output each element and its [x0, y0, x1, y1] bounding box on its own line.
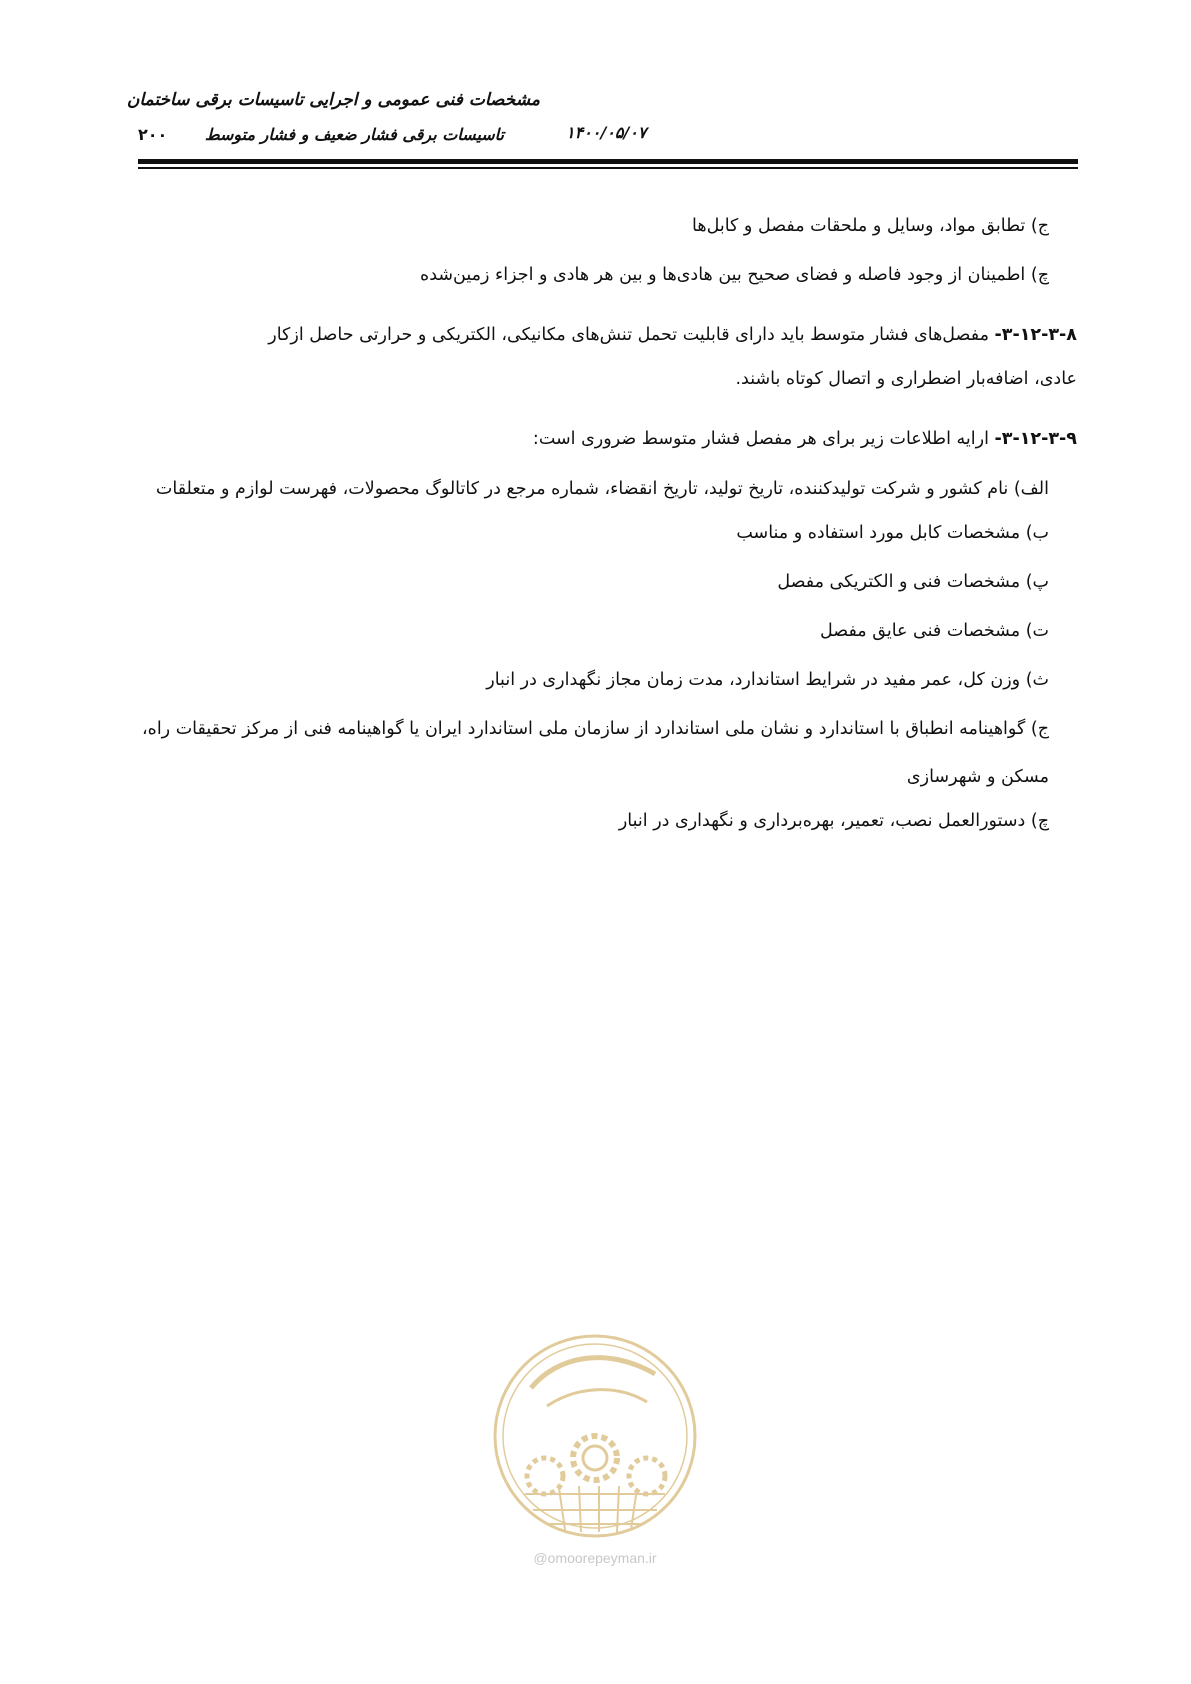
list-item-text: دستورالعمل نصب، تعمیر، بهره‌برداری و نگهداری در انبار — [618, 811, 1026, 831]
clause-line-1 — [142, 321, 1077, 349]
list-item-label: ج) — [1030, 719, 1049, 739]
clause-3-12-3-8 — [142, 321, 1077, 393]
seal-icon — [487, 1326, 703, 1546]
header-section-title: تاسیسات برقی فشار ضعیف و فشار متوسط — [204, 125, 504, 144]
clause-line-2: عادی، اضافه‌بار اضطراری و اتصال کوتاه باشند. — [735, 369, 1077, 389]
header-date: ۱۴۰۰/۰۵/۰۷ — [566, 123, 647, 142]
clause-3-12-3-9 — [142, 425, 1077, 453]
list-item-be — [142, 519, 1049, 547]
list-item-che — [142, 807, 1049, 835]
list-item-text: مشخصات کابل مورد استفاده و مناسب — [736, 523, 1021, 543]
list-item-alef — [142, 465, 1049, 513]
list-item-text: نام کشور و شرکت تولیدکننده، تاریخ تولید، تاریخ انقضاء، شماره مرجع در کاتالوگ محصولات، فهرست لوازم و متعلقات — [155, 479, 1009, 499]
list-item-text: تطابق مواد، وسایل و ملحقات مفصل و کابل‌ها — [692, 216, 1026, 236]
header-divider-thick — [138, 159, 1078, 164]
list-item-label: ث) — [1025, 670, 1049, 690]
list-item-che-top — [142, 261, 1049, 289]
list-item-text: مشخصات فنی و الکتریکی مفصل — [777, 572, 1021, 592]
list-item-label: ج) — [1030, 216, 1049, 236]
clause-text: مفصل‌های فشار متوسط باید دارای قابلیت تحمل تنش‌های مکانیکی، الکتریکی و حرارتی حاصل ازکار — [268, 325, 989, 345]
list-item-text: گواهینامه انطباق با استاندارد و نشان ملی استاندارد از سازمان ملی استاندارد ایران یا گواهینامه فنی از مرکز تحقیقات راه، مسکن و شهرسازی — [142, 719, 1049, 787]
list-item-jim — [142, 705, 1049, 801]
list-item-label: چ) — [1030, 811, 1049, 831]
list-item-text: وزن کل، عمر مفید در شرایط استاندارد، مدت زمان مجاز نگهداری در انبار — [486, 670, 1021, 690]
list-item-label: پ) — [1025, 572, 1049, 592]
document-body — [142, 212, 1077, 856]
clause-number: ۳-۱۲-۳-۹- — [994, 429, 1077, 449]
list-item-pe — [142, 568, 1049, 596]
header-document-title: مشخصات فنی عمومی و اجرایی تاسیسات برقی ساختمان — [126, 90, 540, 110]
list-item-label: ب) — [1025, 523, 1049, 543]
list-item-label: ت) — [1025, 621, 1049, 641]
list-item-label: الف) — [1013, 479, 1049, 499]
list-item-se — [142, 666, 1049, 694]
list-item-te — [142, 617, 1049, 645]
watermark-url: @omoorepeyman.ir — [533, 1550, 657, 1566]
page-number: ۲۰۰ — [138, 125, 168, 144]
clause-line-1 — [142, 425, 1077, 453]
list-item-j-top — [142, 212, 1049, 240]
list-item-text: اطمینان از وجود فاصله و فضای صحیح بین هادی‌ها و بین هر هادی و اجزاء زمین‌شده — [420, 265, 1026, 285]
clause-text: ارایه اطلاعات زیر برای هر مفصل فشار متوسط ضروری است: — [532, 429, 989, 449]
list-item-label: چ) — [1030, 265, 1049, 285]
list-item-text: مشخصات فنی عایق مفصل — [820, 621, 1021, 641]
watermark-logo — [487, 1326, 703, 1572]
clause-number: ۳-۱۲-۳-۸- — [994, 325, 1077, 345]
page-header — [126, 88, 1078, 168]
header-divider-thin — [138, 167, 1078, 169]
